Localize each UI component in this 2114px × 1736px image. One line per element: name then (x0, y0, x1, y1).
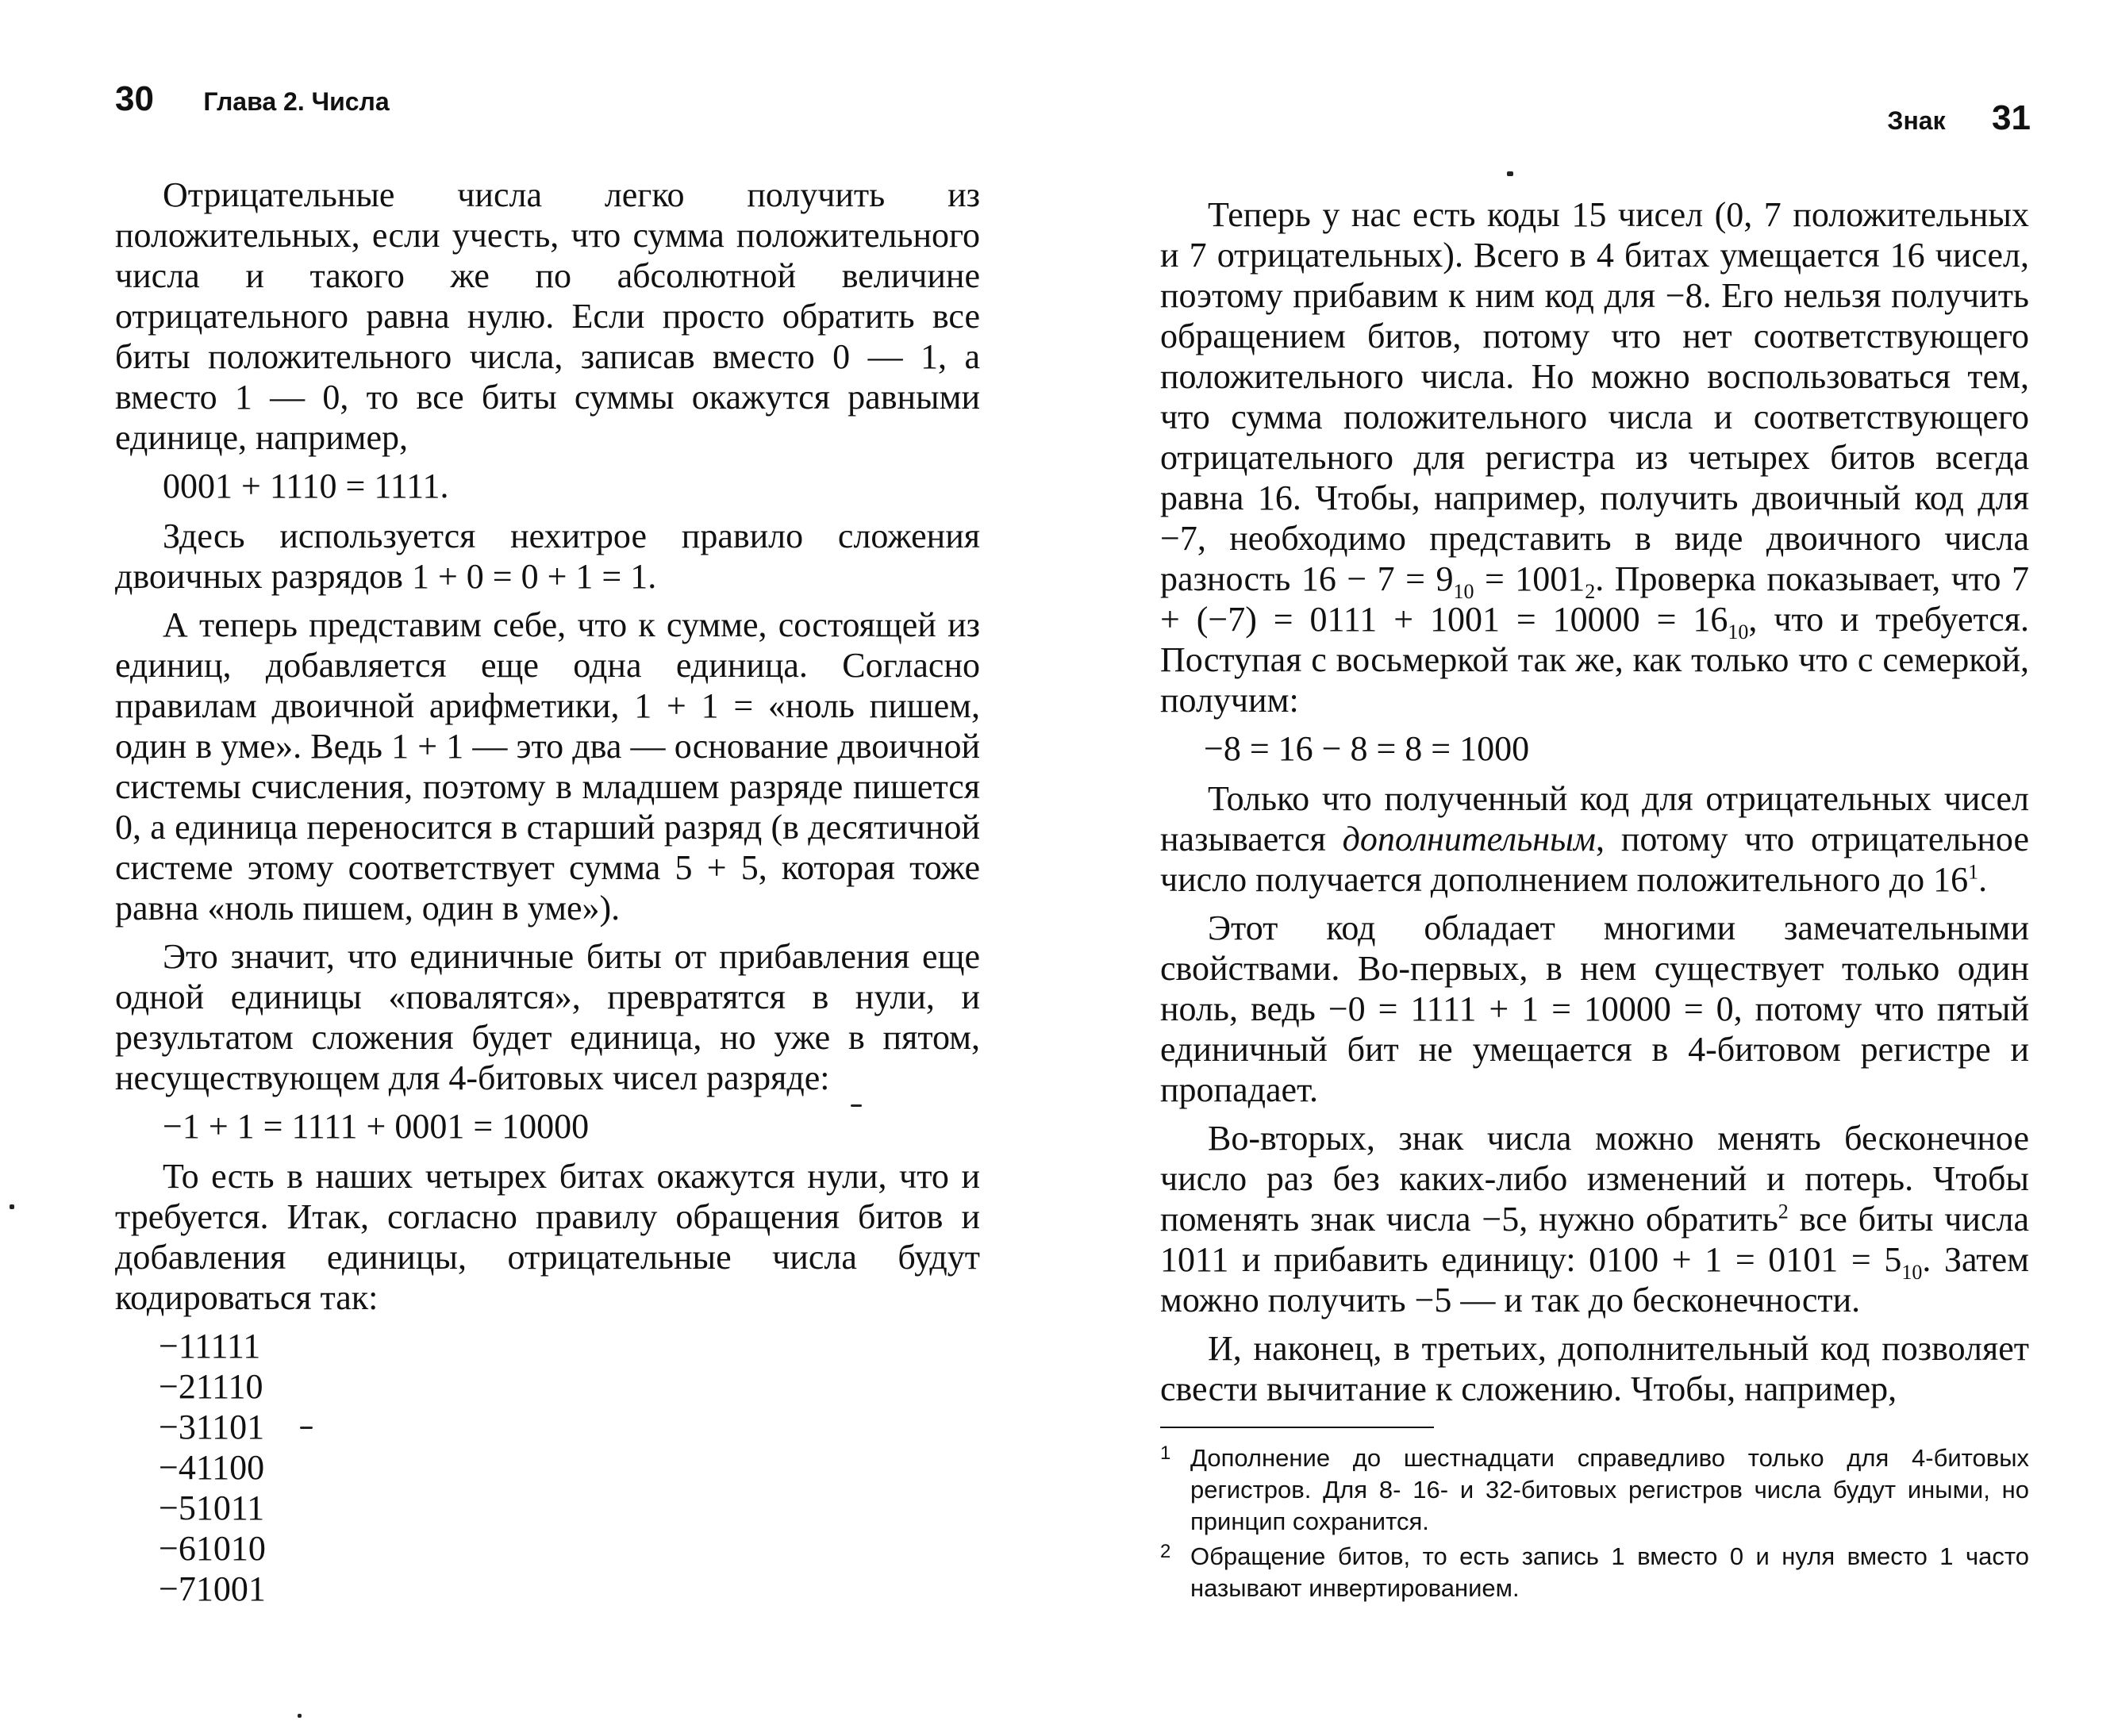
right-page-number: 31 (1992, 98, 2031, 137)
paragraph: Это значит, что единичные биты от прибавления еще одной единицы «повалятся», превратятся в нули, и результатом сложения будет единица, но уже в пятом, несуществующем для 4-битовых чисел разряде: (115, 937, 980, 1097)
left-column (115, 175, 980, 1609)
code-row: −41100 (159, 1448, 265, 1487)
scan-speck (298, 1714, 302, 1718)
right-header-title: Знак (1887, 106, 1946, 135)
footnote-mark: 2 (1160, 1541, 1171, 1562)
subscript: 10 (1728, 620, 1749, 643)
formula: −8 = 16 − 8 = 8 = 1000 (1204, 729, 1530, 768)
paragraph: То есть в наших четырех битах окажутся нули, что и требуется. Итак, согласно правилу обращения битов и добавления единицы, отрицательные числа будут кодироваться так: (115, 1157, 980, 1317)
paragraph: Отрицательные числа легко получить из положительных, если учесть, что сумма положительного числа и такого же по абсолютной величине отрицательного равна нулю. Если просто обратить все биты положительного числа, записав вместо 0 — 1, а вместо 1 — 0, то все биты суммы окажутся равными единице, например, (115, 175, 980, 457)
paragraph: Здесь используется нехитрое правило сложения двоичных разрядов 1 + 0 = 0 + 1 = 1. (115, 517, 980, 596)
code-row: −71001 (159, 1569, 266, 1608)
subscript: 2 (1585, 579, 1596, 603)
scan-speck (10, 1204, 14, 1209)
footnote-text: Обращение битов, то есть запись 1 вместо 0 и нуля вместо 1 часто называют инвертированием. (1190, 1542, 2029, 1602)
subscript: 10 (1453, 579, 1474, 603)
paragraph: Во-вторых, знак числа можно менять бесконечное число раз без каких-либо изменений и потерь. Чтобы поменять знак числа −5, нужно обратить$^2$ все биты числа 1011 и прибавить единицу: $0100 + 1 = 0101 = 5_{10}$. Затем можно получить −5 — и так до бесконечности. (1160, 1119, 2029, 1319)
paragraph: Только что полученный код для отрицательных чисел называется дополнительным, потому что отрицательное число получается дополнением положительного до $16^1$. (1160, 779, 2030, 899)
footnote-ref: 2 (1778, 1200, 1789, 1223)
subscript: 10 (1901, 1260, 1923, 1284)
footnote-rule (1160, 1427, 1434, 1428)
right-page (1057, 0, 2114, 1736)
code-row: −61010 (159, 1529, 266, 1568)
code-row: −31101 (159, 1408, 265, 1446)
paragraph: Этот код обладает многими замечательными свойствами. Во-первых, в нем существует только один ноль, ведь −0 = 1111 + 1 = 10000 = 0, потому что пятый единичный бит не умещается в 4-битовом регистре и пропадает. (1160, 908, 2029, 1109)
scan-speck (300, 1427, 313, 1429)
code-row: −21110 (159, 1367, 263, 1406)
formula: −1 + 1 = 1111 + 0001 = 10000 (163, 1107, 590, 1146)
code-row: −11111 (159, 1327, 261, 1365)
left-running-head (115, 79, 390, 119)
emphasized-term: дополнительным (1342, 820, 1596, 858)
paragraph: А теперь представим себе, что к сумме, состоящей из единиц, добавляется еще одна единица. Согласно правилам двоичной арифметики, 1 + 1 = «ноль пишем, один в уме». Ведь 1 + 1 — это два — основание двоичной системы счисления, поэтому в младшем разряде пишется 0, а единица переносится в старший разряд (в десятичной системе этому соответствует сумма 5 + 5, которая тоже равна «ноль пишем, один в уме»). (115, 605, 980, 928)
paragraph: Теперь у нас есть коды 15 чисел (0, 7 положительных и 7 отрицательных). Всего в 4 битах умещается 16 чисел, поэтому прибавим к ним код для −8. Его нельзя получить обращением битов, потому что нет соответствующего положительного числа. Но можно воспользоваться тем, что сумма положительного числа и соответствующего отрицательного для регистра из четырех битов всегда равна 16. Чтобы, например, получить двоичный код для −7, необходимо представить в виде двоичного числа разность $16 - 7 = 9_{10} = 1001_2$. Проверка показывает, что $7 + (-7) = 0111 + 1001 = 10000 = 16_{10}$, что и требуется. Поступая с восьмеркой так же, как только что с семеркой, получим: (1160, 195, 2029, 720)
code-list (159, 1326, 980, 1609)
left-header-title: Глава 2. Числа (203, 87, 390, 116)
footnote (1160, 1442, 2029, 1538)
footnote-mark: 1 (1160, 1442, 1171, 1464)
footnote-ref: 1 (1968, 860, 1979, 884)
scan-speck (851, 1104, 862, 1107)
right-column (1160, 194, 2029, 1604)
footnote-text: Дополнение до шестнадцати справедливо только для 4-битовых регистров. Для 8- 16- и 32-битовых регистров числа будут иными, но принцип сохранится. (1190, 1444, 2029, 1535)
right-running-head (1887, 98, 2031, 138)
code-row: −51011 (159, 1488, 265, 1527)
paragraph: И, наконец, в третьих, дополнительный код позволяет свести вычитание к сложению. Чтобы, например, (1160, 1329, 2029, 1408)
footnote (1160, 1541, 2029, 1604)
scan-speck (1507, 171, 1513, 176)
left-page-number: 30 (115, 79, 154, 118)
formula: 0001 + 1110 = 1111. (163, 467, 449, 505)
